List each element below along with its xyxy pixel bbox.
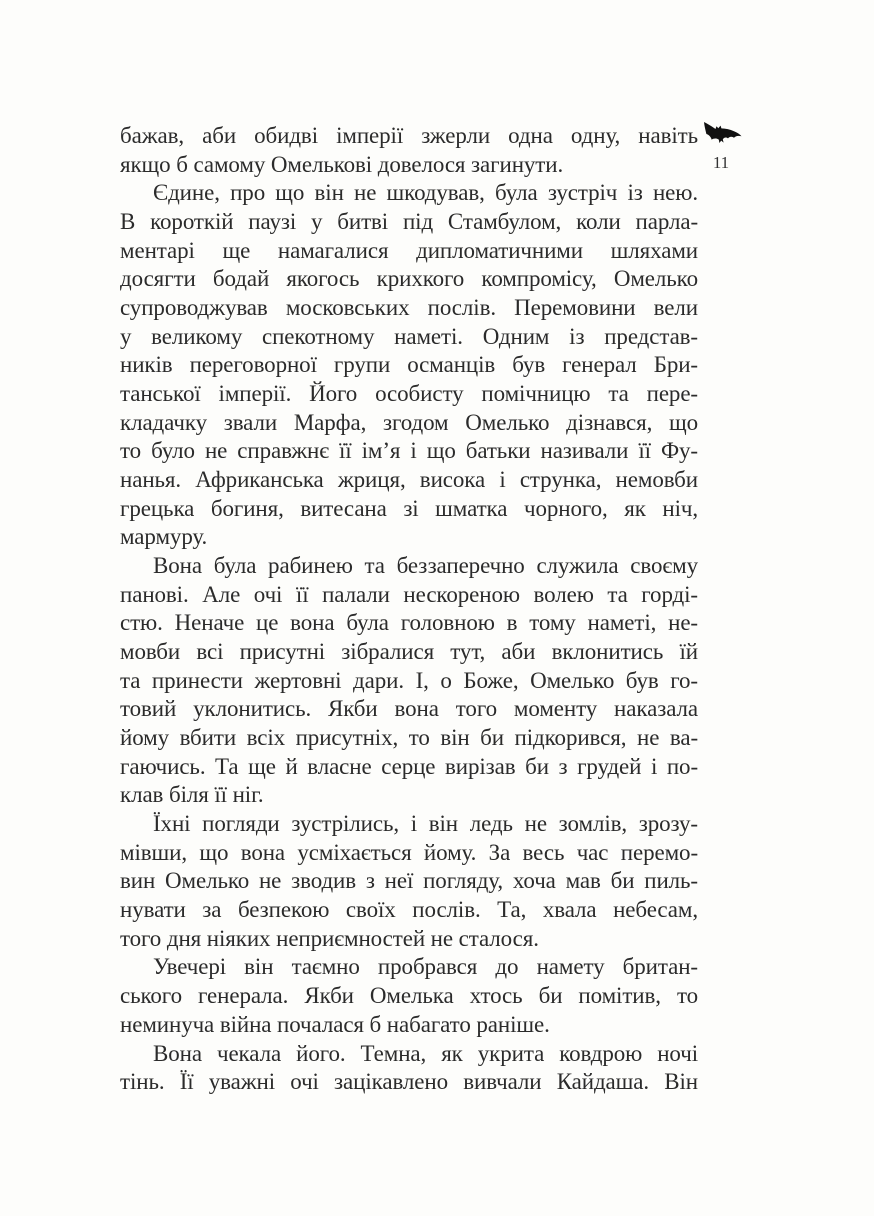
- text-line: клав біля її ніг.: [120, 782, 264, 808]
- text-line: та принести жертовні дари. І, о Боже, Омелько був го-: [120, 667, 698, 693]
- text-line: бажав, аби обидві імперії зжерли одна одну, навіть: [120, 123, 698, 148]
- text-line: Увечері він таємно пробрався до намету британ-: [153, 954, 698, 980]
- text-line: панові. Але очі її палали нескореною волею та горді-: [120, 581, 698, 607]
- text-line: Вона чекала його. Темна, як укрита ковдрою ночі: [153, 1040, 698, 1066]
- text-line: якщо б самому Омелькові довелося загинути.: [120, 151, 564, 177]
- text-line: товий уклонитись. Якби вона того моменту наказала: [120, 696, 698, 722]
- text-line: Їхні погляди зустрілись, і він ледь не зомлів, зрозу-: [153, 811, 698, 837]
- text-line: супроводжував московських послів. Перемовини вели: [120, 295, 698, 321]
- text-line: ментарі ще намагалися дипломатичними шляхами: [120, 237, 698, 263]
- page-number: 11: [712, 153, 730, 172]
- text-line: мармуру.: [120, 524, 208, 550]
- text-line: неминуча війна почалася б набагато раніше.: [120, 1011, 550, 1037]
- text-line: ників переговорної групи османців був генерал Бри-: [120, 352, 698, 378]
- text-line: у великому спекотному наметі. Одним із представ-: [120, 323, 698, 349]
- text-line: нанья. Африканська жриця, висока і струнка, немовби: [120, 467, 698, 493]
- text-line: Вона була рабинею та беззаперечно служила своєму: [153, 553, 698, 579]
- text-line: грецька богиня, витесана зі шматка чорного, як ніч,: [120, 495, 698, 521]
- text-line: Єдине, про що він не шкодував, була зустріч із нею.: [153, 180, 698, 206]
- text-line: то було не справжнє її ім’я і що батьки називали її Фу-: [120, 438, 698, 464]
- text-line: йому вбити всіх присутніх, то він би підкорився, не ва-: [120, 725, 698, 751]
- text-line: мовби всі присутні зібралися тут, аби вклонитись їй: [120, 639, 698, 665]
- text-line: стю. Неначе це вона була головною в тому наметі, не-: [120, 610, 698, 636]
- text-line: гаючись. Та ще й власне серце вирізав би з грудей і по-: [120, 753, 698, 779]
- text-line: мівши, що вона усміхається йому. За весь час перемо-: [120, 839, 698, 865]
- text-block: [120, 122, 698, 1097]
- bat-icon: [701, 121, 743, 147]
- text-line: досягти бодай якогось крихкого компромісу, Омелько: [120, 266, 698, 292]
- text-line: кладачку звали Марфа, згодом Омелько дізнався, що: [120, 409, 698, 435]
- text-line: вин Омелько не зводив з неї погляду, хоча мав би пиль-: [120, 868, 698, 894]
- text-line: танської імперії. Його особисту помічницю та пере-: [120, 381, 698, 407]
- text-line: В короткій паузі у битві під Стамбулом, коли парла-: [120, 209, 698, 235]
- text-line: нувати за безпекою своїх послів. Та, хвала небесам,: [120, 897, 698, 923]
- text-line: того дня ніяких неприємностей не сталося.: [120, 925, 539, 951]
- text-line: ського генерала. Якби Омелька хтось би помітив, то: [120, 983, 698, 1009]
- text-line: тінь. Її уважні очі зацікавлено вивчали Кайдаша. Він: [120, 1069, 698, 1095]
